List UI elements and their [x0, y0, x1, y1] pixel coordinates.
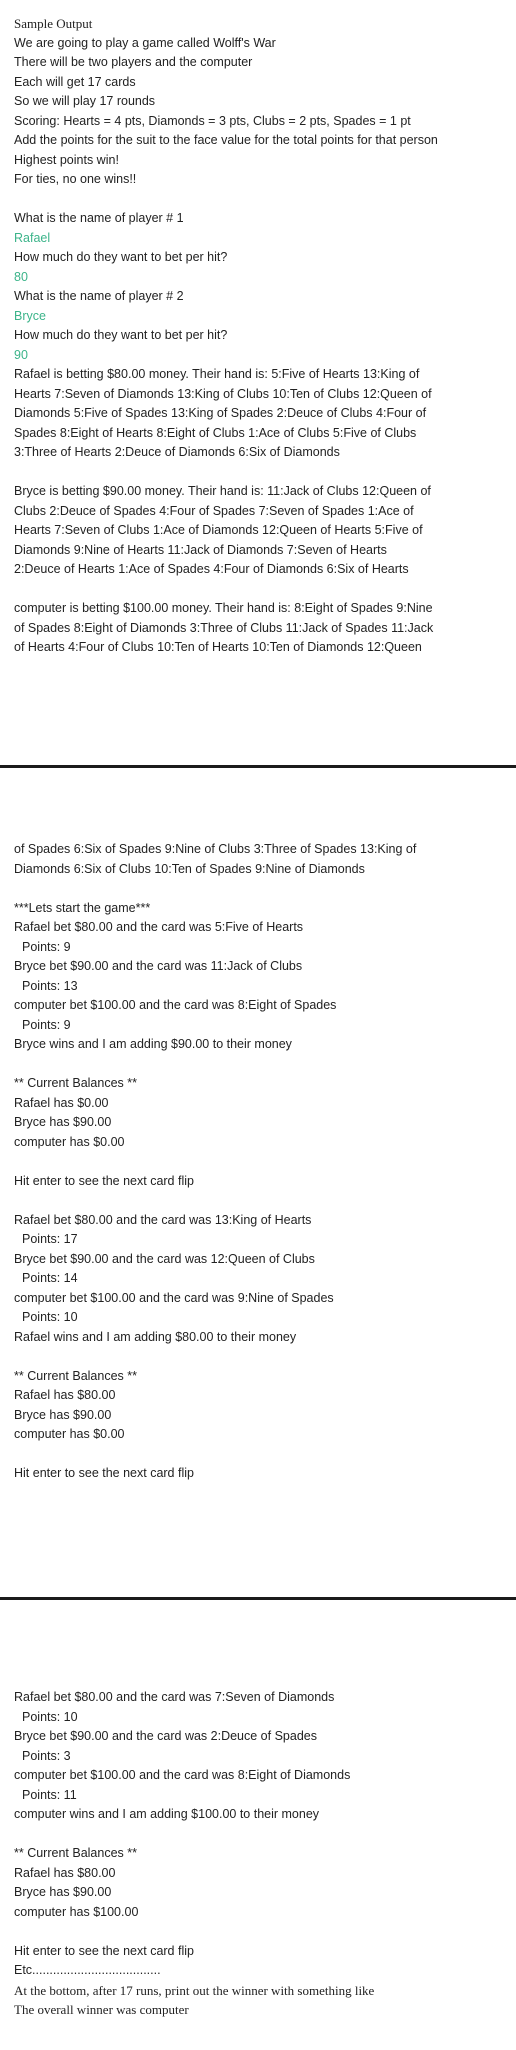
- balance-line: Bryce has $90.00: [14, 1407, 112, 1422]
- bet-line: Rafael bet $80.00 and the card was 7:Seven of Diamonds: [14, 1690, 335, 1704]
- points-line: Points: 17: [22, 1232, 78, 1246]
- footer-note: At the bottom, after 17 runs, print out the winner with something like: [14, 1982, 375, 1998]
- bet-line: Bryce bet $90.00 and the card was 12:Queen of Clubs: [14, 1251, 315, 1266]
- prompt-question: What is the name of player # 1: [14, 211, 184, 225]
- bet-line: Bryce bet $90.00 and the card was 2:Deuce of Spades: [14, 1729, 317, 1743]
- winner-line: Bryce wins and I am adding $90.00 to their money: [14, 1037, 292, 1051]
- hand-computer-continued: [14, 840, 508, 879]
- points-line: Points: 13: [22, 978, 78, 993]
- balance-line: Rafael has $0.00: [14, 1095, 109, 1110]
- prompt-question: What is the name of player # 2: [14, 289, 184, 303]
- player-input: 80: [14, 269, 28, 284]
- document-page-3: [14, 1688, 508, 2020]
- balance-line: computer has $0.00: [14, 1134, 125, 1149]
- points-line: Points: 9: [22, 939, 71, 954]
- player-input: Bryce: [14, 308, 46, 323]
- hand-line: Bryce is betting $90.00 money. Their hand is: 11:Jack of Clubs 12:Queen of: [14, 484, 431, 498]
- hand-line: Rafael is betting $80.00 money. Their hand is: 5:Five of Hearts 13:King of: [14, 367, 420, 381]
- intro-line: Highest points win!: [14, 152, 119, 167]
- intro-line: So we will play 17 rounds: [14, 94, 156, 108]
- document-heading: Sample Output: [14, 16, 93, 31]
- bet-line: computer bet $100.00 and the card was 8:Eight of Diamonds: [14, 1768, 351, 1782]
- hand-line: Diamonds 9:Nine of Hearts 11:Jack of Diamonds 7:Seven of Hearts: [14, 542, 387, 557]
- hand-line: of Spades 6:Six of Spades 9:Nine of Clubs 3:Three of Spades 13:King of: [14, 842, 417, 856]
- hand-line: computer is betting $100.00 money. Their hand is: 8:Eight of Spades 9:Nine: [14, 601, 433, 615]
- intro-line: Add the points for the suit to the face value for the total points for that person: [14, 133, 438, 147]
- intro-line: There will be two players and the computer: [14, 55, 253, 69]
- balance-line: Rafael has $80.00: [14, 1865, 116, 1880]
- balance-line: Rafael has $80.00: [14, 1388, 116, 1402]
- hand-computer: [14, 599, 508, 658]
- document-page-2: [14, 840, 508, 1484]
- balances-header: ** Current Balances **: [14, 1368, 137, 1383]
- balance-line: Bryce has $90.00: [14, 1115, 112, 1129]
- points-line: Points: 11: [22, 1787, 77, 1802]
- player-input: Rafael: [14, 230, 51, 245]
- balance-line: Bryce has $90.00: [14, 1885, 112, 1899]
- intro-line: We are going to play a game called Wolff's War: [14, 35, 276, 50]
- game-start-banner: ***Lets start the game***: [14, 900, 151, 915]
- prompt-question: How much do they want to bet per hit?: [14, 328, 228, 342]
- hand-line: of Spades 8:Eight of Diamonds 3:Three of Clubs 11:Jack of Spades 11:Jack: [14, 620, 434, 635]
- winner-line: Rafael wins and I am adding $80.00 to their money: [14, 1329, 297, 1344]
- balances-header: ** Current Balances **: [14, 1846, 137, 1860]
- bet-line: computer bet $100.00 and the card was 9:Nine of Spades: [14, 1290, 334, 1305]
- hand-line: of Hearts 4:Four of Clubs 10:Ten of Hearts 10:Ten of Diamonds 12:Queen: [14, 640, 422, 654]
- hand-bryce: [14, 482, 508, 580]
- balances-header: ** Current Balances **: [14, 1076, 137, 1090]
- hand-line: Hearts 7:Seven of Clubs 1:Ace of Diamonds 12:Queen of Hearts 5:Five of: [14, 523, 423, 537]
- intro-block: [14, 34, 508, 190]
- hand-line: Clubs 2:Deuce of Spades 4:Four of Spades 7:Seven of Spades 1:Ace of: [14, 503, 414, 518]
- next-flip-prompt: Hit enter to see the next card flip: [14, 1173, 194, 1188]
- final-winner: The overall winner was computer: [14, 2002, 189, 2017]
- hand-line: Hearts 7:Seven of Diamonds 13:King of Clubs 10:Ten of Clubs 12:Queen of: [14, 386, 432, 401]
- next-flip-prompt: Hit enter to see the next card flip: [14, 1943, 194, 1958]
- bet-line: Bryce bet $90.00 and the card was 11:Jack of Clubs: [14, 959, 303, 973]
- points-line: Points: 9: [22, 1017, 71, 1032]
- hand-rafael: [14, 365, 508, 463]
- next-flip-prompt: Hit enter to see the next card flip: [14, 1466, 194, 1480]
- round-2: [14, 1211, 508, 1484]
- player-prompts: [14, 209, 508, 365]
- bet-line: Rafael bet $80.00 and the card was 13:King of Hearts: [14, 1212, 312, 1227]
- round-1: [14, 918, 508, 1191]
- etc-line: Etc.....................................: [14, 1963, 161, 1977]
- hand-line: Spades 8:Eight of Hearts 8:Eight of Clubs 1:Ace of Clubs 5:Five of Clubs: [14, 425, 417, 440]
- balance-line: computer has $0.00: [14, 1427, 125, 1441]
- hand-line: 2:Deuce of Hearts 1:Ace of Spades 4:Four of Diamonds 6:Six of Hearts: [14, 562, 409, 576]
- balance-line: computer has $100.00: [14, 1904, 139, 1919]
- intro-line: Each will get 17 cards: [14, 74, 136, 89]
- bet-line: computer bet $100.00 and the card was 8:Eight of Spades: [14, 998, 337, 1012]
- winner-line: computer wins and I am adding $100.00 to their money: [14, 1807, 320, 1821]
- points-line: Points: 10: [22, 1709, 78, 1724]
- points-line: Points: 3: [22, 1748, 71, 1763]
- points-line: Points: 14: [22, 1271, 78, 1285]
- page-divider: [0, 765, 516, 768]
- intro-line: Scoring: Hearts = 4 pts, Diamonds = 3 pts, Clubs = 2 pts, Spades = 1 pt: [14, 113, 411, 128]
- page-divider: [0, 1597, 516, 1600]
- round-3: [14, 1688, 508, 1961]
- hand-line: Diamonds 5:Five of Spades 13:King of Spades 2:Deuce of Clubs 4:Four of: [14, 406, 427, 420]
- hand-line: Diamonds 6:Six of Clubs 10:Ten of Spades 9:Nine of Diamonds: [14, 861, 365, 876]
- hand-line: 3:Three of Hearts 2:Deuce of Diamonds 6:Six of Diamonds: [14, 445, 340, 459]
- intro-line: For ties, no one wins!!: [14, 172, 137, 186]
- bet-line: Rafael bet $80.00 and the card was 5:Five of Hearts: [14, 920, 304, 934]
- player-input: 90: [14, 347, 28, 362]
- prompt-question: How much do they want to bet per hit?: [14, 250, 228, 264]
- document-page-1: [14, 14, 508, 658]
- points-line: Points: 10: [22, 1310, 78, 1324]
